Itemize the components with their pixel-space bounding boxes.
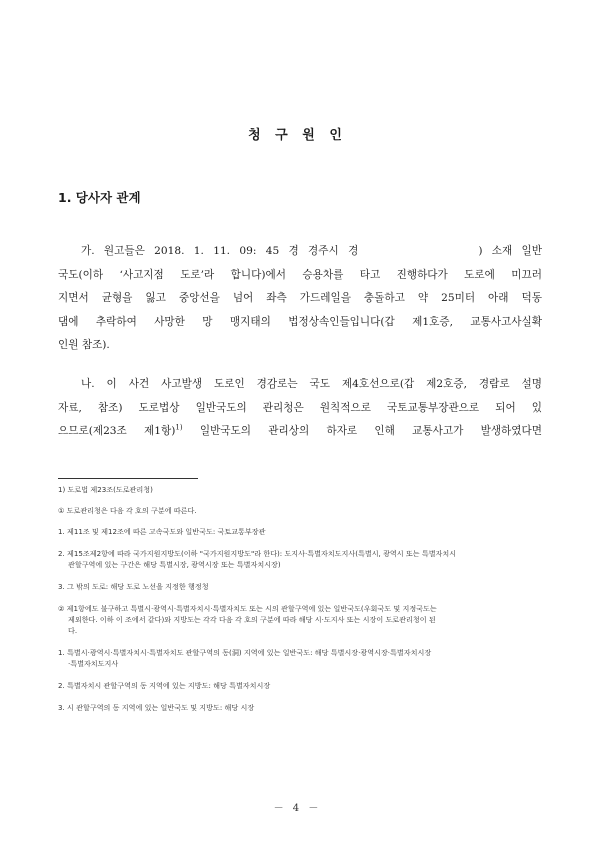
footnote-line: 1. 특별시·광역시·특별자치시·특별자치도 관할구역의 동(洞) 지역에 있는 일반국도: 해당 특별시장·광역시장·특별자치시장	[58, 648, 432, 657]
paragraph-line: 나. 이 사건 사고발생 도로인 경감로는 국도 제4호선으로(갑 제2호증, 경람로 설명	[81, 378, 542, 390]
footnote-line: 1. 제11조 및 제12조에 따른 고속국도와 일반국도: 국토교통부장관	[58, 527, 266, 536]
section-heading: 1. 당사자 관계	[58, 190, 141, 205]
text-segment: ) 소재 일반	[478, 245, 542, 257]
text-segment: 으므로(제23조 제1항)	[58, 425, 176, 437]
paragraph-line: 인원 참조).	[58, 339, 110, 351]
footnote-line: 1) 도로법 제23조(도로관리청)	[58, 485, 153, 494]
paragraph-ga	[58, 240, 542, 358]
paragraph-line: 국도(이하 ‘사고지점 도로’라 합니다)에서 승용차를 타고 진행하다가 도로에 미끄러	[58, 268, 542, 281]
footnote-line: 제외한다. 이하 이 조에서 같다)와 지방도는 각각 다음 각 호의 구분에 따라 해당 시·도지사 또는 시장이 도로관리청이 된	[68, 615, 436, 624]
footnote-line: ·특별자치도지사	[68, 659, 119, 668]
paragraph-line	[58, 420, 542, 444]
page-number: － 4 －	[273, 803, 322, 814]
footnote-line: ① 도로관리청은 다음 각 호의 구분에 따른다.	[58, 506, 197, 515]
paragraph-line: 자료, 참조) 도로법상 일반국도의 관리청은 원칙적으로 국토교통부장관으로 되어 있	[58, 401, 542, 414]
footnote-line: 관할구역에 있는 구간은 해당 특별시장, 광역시장 또는 특별자치시장)	[68, 560, 281, 569]
footnote-line: ② 제1항에도 불구하고 특별시·광역시·특별자치시·특별자치도 또는 시의 관할구역에 있는 일반국도(우회국도 및 지정국도는	[58, 604, 437, 613]
footnote-line: 3. 그 밖의 도로: 해당 도로 노선을 지정한 행정청	[58, 582, 209, 591]
footnote-reference[interactable]: 1)	[175, 423, 183, 432]
text-segment: 가. 원고들은 2018. 1. 11. 09: 45 경 경주시 경	[81, 245, 359, 257]
document-title: 청 구 원 인	[248, 128, 347, 143]
footnote-line: 2. 제15조제2항에 따라 국가지원지방도(이하 "국가지원지방도"라 한다): 도지사·특별자치도지사(특별시, 광역시 또는 특별자치시	[58, 549, 457, 558]
text-segment: 일반국도의 관리상의 하자로 인해 교통사고가 발생하였다면	[182, 425, 542, 437]
paragraph-line: 댐에 추락하여 사망한 망 맹지태의 법정상속인들입니다(갑 제1호증, 교통사고사실확	[58, 315, 542, 328]
footnote-line: 3. 시 관할구역의 동 지역에 있는 일반국도 및 지방도: 해당 시장	[58, 703, 255, 712]
footnote-line: 다.	[68, 626, 78, 635]
paragraph-line: 지면서 균형을 잃고 중앙선을 넘어 좌측 가드레일을 충돌하고 약 25미터 아래 덕동	[58, 292, 542, 304]
footnote-line: 2. 특별자치시 관할구역의 동 지역에 있는 지방도: 해당 특별자치시장	[58, 681, 271, 690]
footnote-separator	[58, 478, 198, 479]
paragraph-na	[58, 373, 542, 444]
paragraph-line	[58, 240, 542, 264]
